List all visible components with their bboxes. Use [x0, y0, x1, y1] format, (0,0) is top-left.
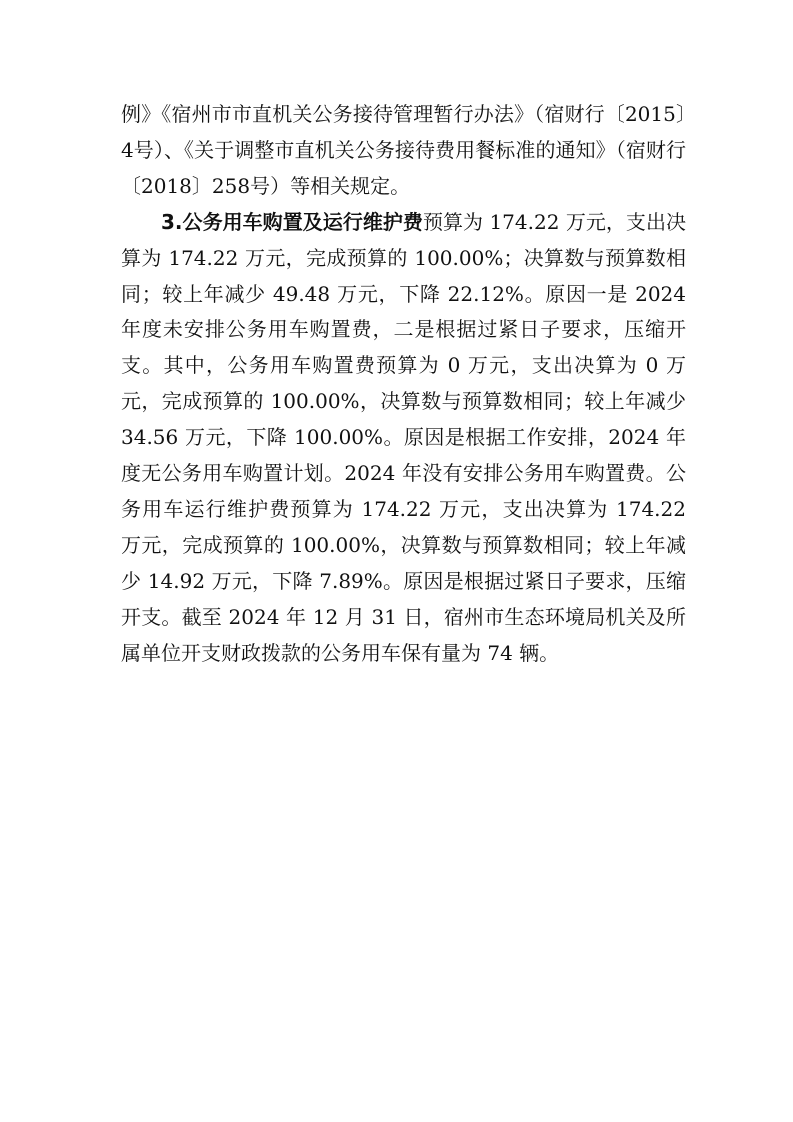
- section-heading: 3.公务用车购置及运行维护费: [161, 209, 423, 234]
- paragraph-continued-regulations: [121, 97, 686, 205]
- document-page: [121, 97, 686, 672]
- paragraph-text: 预算为 174.22 万元，支出决算为 174.22 万元，完成预算的 100.00%；决算数与预算数相同；较上年减少 49.48 万元，下降 22.12%。原因一是 2024 年度未安排公务用车购置费，二是根据过紧日子要求，压缩开支。其中，公务用车购置费预算为 0 万元，支出决算为 0 万元，完成预算的 100.00%，决算数与预算数相同；较上年减少 34.56 万元，下降 100.00%。原因是根据工作安排，2024 年度无公务用车购置计划。2024 年没有安排公务用车购置费。公务用车运行维护费预算为 174.22 万元，支出决算为 174.22 万元，完成预算的 100.00%，决算数与预算数相同；较上年减少 14.92 万元，下降 7.89%。原因是根据过紧日子要求，压缩开支。截至 2024 年 12 月 31 日，宿州市生态环境局机关及所属单位开支财政拨款的公务用车保有量为 74 辆。: [121, 209, 687, 665]
- paragraph-vehicle-expenses: [121, 205, 686, 672]
- paragraph-text: 例》《宿州市市直机关公务接待管理暂行办法》（宿财行〔2015〕4号）、《关于调整市直机关公务接待费用餐标准的通知》（宿财行〔2018〕258号）等相关规定。: [121, 102, 686, 198]
